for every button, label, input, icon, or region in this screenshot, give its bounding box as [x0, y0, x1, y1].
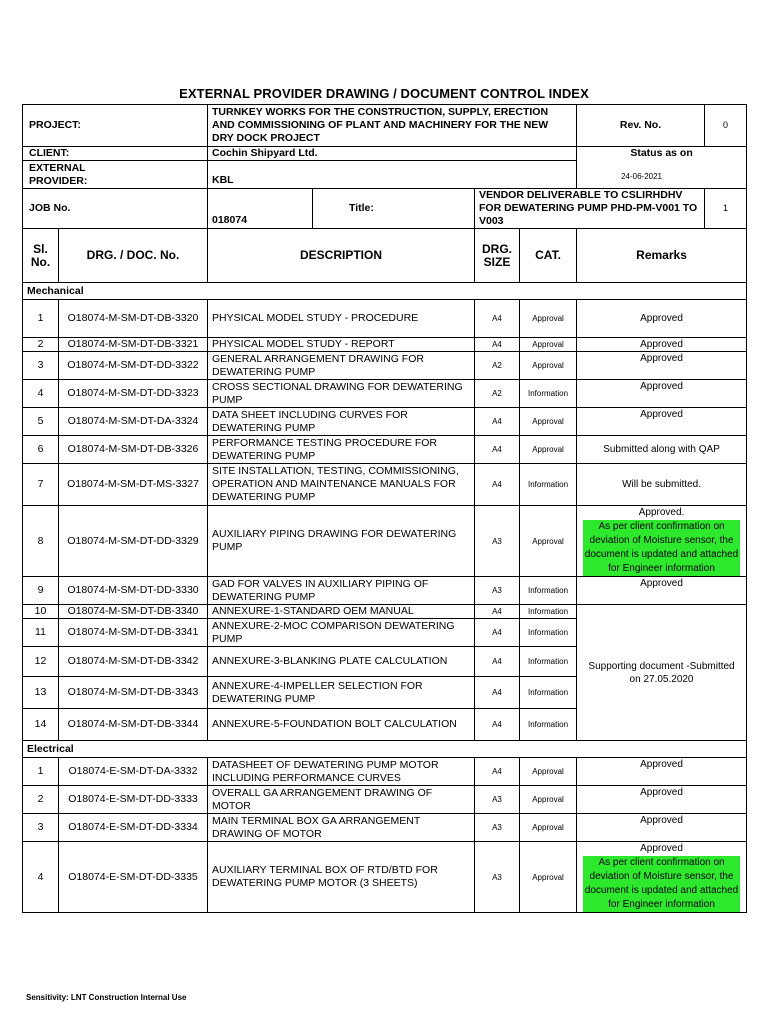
- table-row: [23, 338, 747, 352]
- row-remarks: Approved: [577, 577, 747, 605]
- row-size: A4: [475, 300, 520, 338]
- col-sl: Sl. No.: [23, 229, 59, 283]
- row-doc-no: O18074-M-SM-DT-DB-3320: [59, 300, 208, 338]
- section-label: Electrical: [23, 741, 747, 758]
- row-sl: 1: [23, 758, 59, 786]
- sensitivity-footer: Sensitivity: LNT Construction Internal Use: [26, 993, 187, 1002]
- row-category: Approval: [520, 300, 577, 338]
- col-cat: CAT.: [520, 229, 577, 283]
- row-sl: 7: [23, 464, 59, 506]
- row-remarks: Approved: [577, 814, 747, 842]
- row-size: A3: [475, 506, 520, 577]
- row-sl: 3: [23, 352, 59, 380]
- status-label: Status as on: [630, 147, 693, 159]
- row-size: A3: [475, 814, 520, 842]
- row-sl: 8: [23, 506, 59, 577]
- client-row: [23, 147, 747, 161]
- row-sl: 4: [23, 380, 59, 408]
- table-row: [23, 380, 747, 408]
- row-doc-no: O18074-M-SM-DT-DD-3329: [59, 506, 208, 577]
- project-row: [23, 105, 747, 147]
- row-size: A4: [475, 647, 520, 677]
- title-label: Title:: [313, 189, 475, 229]
- row-description: PHYSICAL MODEL STUDY - PROCEDURE: [208, 300, 475, 338]
- row-doc-no: O18074-M-SM-DT-DB-3340: [59, 605, 208, 619]
- row-size: A4: [475, 605, 520, 619]
- row-sl: 9: [23, 577, 59, 605]
- provider-label-line2: PROVIDER:: [29, 174, 88, 187]
- table-row: [23, 408, 747, 436]
- row-size: A4: [475, 619, 520, 647]
- row-category: Approval: [520, 338, 577, 352]
- table-row: [23, 842, 747, 913]
- row-doc-no: O18074-M-SM-DT-MS-3327: [59, 464, 208, 506]
- table-row: [23, 758, 747, 786]
- row-size: A4: [475, 436, 520, 464]
- row-doc-no: O18074-M-SM-DT-DD-3322: [59, 352, 208, 380]
- row-description: ANNEXURE-5-FOUNDATION BOLT CALCULATION: [208, 709, 475, 741]
- project-value: TURNKEY WORKS FOR THE CONSTRUCTION, SUPPLY, ERECTION AND COMMISSIONING OF PLANT AND MACHINERY FOR THE NEW DRY DOCK PROJECT: [208, 105, 577, 147]
- row-description: AUXILIARY TERMINAL BOX OF RTD/BTD FOR DEWATERING PUMP MOTOR (3 SHEETS): [208, 842, 475, 913]
- table-row: [23, 814, 747, 842]
- rev-value: 0: [705, 105, 747, 147]
- row-sl: 10: [23, 605, 59, 619]
- row-sl: 14: [23, 709, 59, 741]
- row-sl: 6: [23, 436, 59, 464]
- title-value: VENDOR DELIVERABLE TO CSLIRHDHV FOR DEWATERING PUMP PHD-PM-V001 TO V003: [475, 189, 705, 229]
- row-description: ANNEXURE-1-STANDARD OEM MANUAL: [208, 605, 475, 619]
- row-category: Approval: [520, 814, 577, 842]
- row-sl: 2: [23, 786, 59, 814]
- document-title: EXTERNAL PROVIDER DRAWING / DOCUMENT CONTROL INDEX: [179, 86, 589, 101]
- row-sl: 13: [23, 677, 59, 709]
- row-remarks: Approved: [577, 786, 747, 814]
- rev-label: Rev. No.: [577, 105, 705, 147]
- row-remarks: Approved: [577, 758, 747, 786]
- section-row-electrical: [23, 741, 747, 758]
- row-doc-no: O18074-E-SM-DT-DD-3335: [59, 842, 208, 913]
- row-doc-no: O18074-M-SM-DT-DB-3343: [59, 677, 208, 709]
- status-date: 24-06-2021: [621, 172, 662, 181]
- row-sl: 2: [23, 338, 59, 352]
- row-size: A3: [475, 577, 520, 605]
- row-remarks: Approved: [577, 352, 747, 380]
- job-value: 018074: [208, 189, 313, 229]
- row-doc-no: O18074-M-SM-DT-DB-3344: [59, 709, 208, 741]
- control-index-table: [22, 104, 747, 913]
- remark-note-highlight: As per client confirmation on deviation of Moisture sensor, the document is updated and attached for Engineer information: [584, 521, 739, 574]
- remark-note-highlight: As per client confirmation on deviation of Moisture sensor, the document is updated and attached for Engineer information: [584, 857, 739, 910]
- section-row-mechanical: [23, 283, 747, 300]
- col-doc: DRG. / DOC. No.: [59, 229, 208, 283]
- status-cell: [577, 147, 747, 189]
- row-description: ANNEXURE-3-BLANKING PLATE CALCULATION: [208, 647, 475, 677]
- row-category: Information: [520, 647, 577, 677]
- client-label: CLIENT:: [23, 147, 208, 161]
- row-sl: 12: [23, 647, 59, 677]
- job-row: [23, 189, 747, 229]
- row-description: ANNEXURE-4-IMPELLER SELECTION FOR DEWATERING PUMP: [208, 677, 475, 709]
- row-description: OVERALL GA ARRANGEMENT DRAWING OF MOTOR: [208, 786, 475, 814]
- row-size: A4: [475, 408, 520, 436]
- row-description: DATASHEET OF DEWATERING PUMP MOTOR INCLUDING PERFORMANCE CURVES: [208, 758, 475, 786]
- row-description: GAD FOR VALVES IN AUXILIARY PIPING OF DEWATERING PUMP: [208, 577, 475, 605]
- row-size: A4: [475, 758, 520, 786]
- row-category: Information: [520, 619, 577, 647]
- row-sl: 3: [23, 814, 59, 842]
- provider-label-line1: EXTERNAL: [29, 161, 86, 174]
- sheet-value: 1: [723, 203, 729, 213]
- table-row: [23, 506, 747, 577]
- sheet-value-wrap: [705, 189, 747, 229]
- row-category: Information: [520, 677, 577, 709]
- row-category: Approval: [520, 506, 577, 577]
- job-label: JOB No.: [23, 189, 208, 229]
- row-doc-no: O18074-M-SM-DT-DD-3330: [59, 577, 208, 605]
- row-size: A2: [475, 352, 520, 380]
- row-doc-no: O18074-E-SM-DT-DD-3334: [59, 814, 208, 842]
- row-doc-no: O18074-M-SM-DT-DA-3324: [59, 408, 208, 436]
- row-category: Approval: [520, 786, 577, 814]
- col-size: DRG. SIZE: [475, 229, 520, 283]
- row-description: MAIN TERMINAL BOX GA ARRANGEMENT DRAWING OF MOTOR: [208, 814, 475, 842]
- table-row: [23, 352, 747, 380]
- row-description: AUXILIARY PIPING DRAWING FOR DEWATERING PUMP: [208, 506, 475, 577]
- row-category: Approval: [520, 408, 577, 436]
- row-doc-no: O18074-E-SM-DT-DD-3333: [59, 786, 208, 814]
- row-remarks: Approved: [577, 300, 747, 338]
- table-row: [23, 577, 747, 605]
- row-description: PHYSICAL MODEL STUDY - REPORT: [208, 338, 475, 352]
- table-row: [23, 786, 747, 814]
- row-sl: 5: [23, 408, 59, 436]
- row-category: Information: [520, 380, 577, 408]
- row-doc-no: O18074-M-SM-DT-DB-3321: [59, 338, 208, 352]
- row-description: PERFORMANCE TESTING PROCEDURE FOR DEWATERING PUMP: [208, 436, 475, 464]
- section-label: Mechanical: [23, 283, 747, 300]
- row-size: A4: [475, 677, 520, 709]
- table-row: [23, 436, 747, 464]
- row-size: A2: [475, 380, 520, 408]
- row-category: Approval: [520, 758, 577, 786]
- row-doc-no: O18074-M-SM-DT-DB-3341: [59, 619, 208, 647]
- row-category: Information: [520, 577, 577, 605]
- row-sl: 1: [23, 300, 59, 338]
- col-remarks: Remarks: [577, 229, 747, 283]
- table-row: [23, 300, 747, 338]
- row-doc-no: O18074-M-SM-DT-DB-3342: [59, 647, 208, 677]
- row-remarks: Submitted along with QAP: [577, 436, 747, 464]
- row-category: Information: [520, 605, 577, 619]
- table-row: [23, 464, 747, 506]
- row-size: A3: [475, 842, 520, 913]
- row-size: A3: [475, 786, 520, 814]
- row-sl: 4: [23, 842, 59, 913]
- row-remarks: Approved: [577, 338, 747, 352]
- row-remarks-supporting: Supporting document -Submitted on 27.05.2020: [577, 605, 747, 741]
- table-row: [23, 605, 747, 619]
- remark-status: Approved: [640, 843, 683, 854]
- remark-status: Approved.: [638, 507, 685, 518]
- row-description: CROSS SECTIONAL DRAWING FOR DEWATERING PUMP: [208, 380, 475, 408]
- row-sl: 11: [23, 619, 59, 647]
- provider-value: KBL: [208, 161, 577, 189]
- row-remarks: [577, 842, 747, 913]
- row-size: A4: [475, 709, 520, 741]
- row-description: GENERAL ARRANGEMENT DRAWING FOR DEWATERING PUMP: [208, 352, 475, 380]
- row-size: A4: [475, 464, 520, 506]
- provider-label: [23, 161, 208, 189]
- row-remarks: Will be submitted.: [577, 464, 747, 506]
- row-category: Information: [520, 464, 577, 506]
- row-category: Approval: [520, 352, 577, 380]
- row-doc-no: O18074-E-SM-DT-DA-3332: [59, 758, 208, 786]
- row-size: A4: [475, 338, 520, 352]
- row-category: Approval: [520, 842, 577, 913]
- col-desc: DESCRIPTION: [208, 229, 475, 283]
- client-value: Cochin Shipyard Ltd.: [208, 147, 577, 161]
- row-description: SITE INSTALLATION, TESTING, COMMISSIONING, OPERATION AND MAINTENANCE MANUALS FOR DEWATERING PUMP: [208, 464, 475, 506]
- row-category: Information: [520, 709, 577, 741]
- row-description: ANNEXURE-2-MOC COMPARISON DEWATERING PUMP: [208, 619, 475, 647]
- row-category: Approval: [520, 436, 577, 464]
- row-remarks: Approved: [577, 408, 747, 436]
- row-doc-no: O18074-M-SM-DT-DB-3326: [59, 436, 208, 464]
- row-remarks: [577, 506, 747, 577]
- row-doc-no: O18074-M-SM-DT-DD-3323: [59, 380, 208, 408]
- row-description: DATA SHEET INCLUDING CURVES FOR DEWATERING PUMP: [208, 408, 475, 436]
- project-label: PROJECT:: [23, 105, 208, 147]
- row-remarks: Approved: [577, 380, 747, 408]
- column-header-row: [23, 229, 747, 283]
